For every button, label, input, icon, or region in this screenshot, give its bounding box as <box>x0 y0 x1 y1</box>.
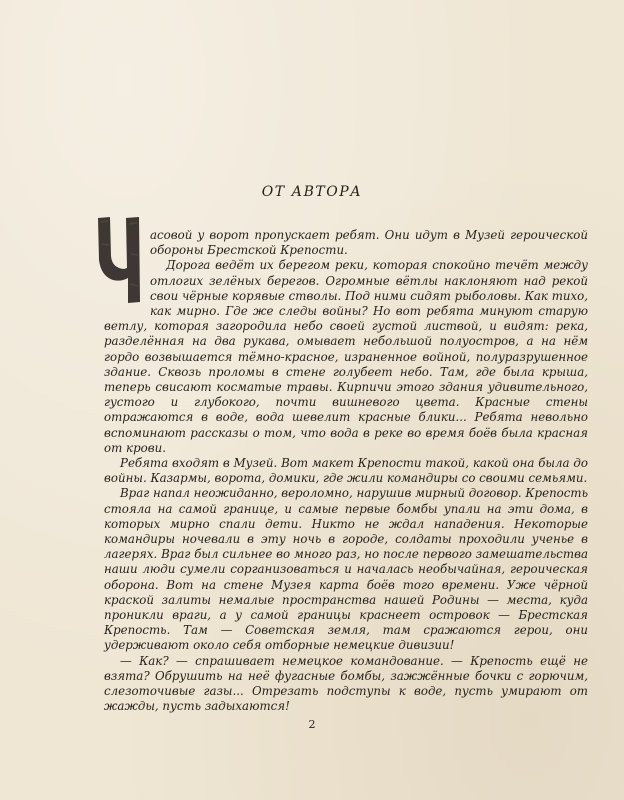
article-body <box>104 228 588 715</box>
paragraph: Ребята входят в Музей. Вот макет Крепости такой, какой она была до войны. Казармы, ворота, домики, где жили командиры со своими семьями. <box>104 456 588 486</box>
paragraph: асовой у ворот пропускает ребят. Они идут в Музей героической обороны Брестской Крепости. <box>150 228 588 258</box>
drop-cap-spacer <box>104 228 150 306</box>
page-number: 2 <box>308 718 316 731</box>
paragraph: Дорога ведёт их берегом реки, которая спокойно течёт между отлогих зелёных берегов. Огромные вётлы наклоняют над рекой свои чёрные корявые стволы. Под ними сидят рыболовы. Как тихо, как мирно. Где же следы войны? Но вот ребята минуют старую ветлу, которая загородила небо своей густой листвой, и видят: река, разделённая на два рукава, омывает небольшой полуостров, а на нём гордо возвышается тёмно-красное, израненное войной, полуразрушенное здание. Сквозь проломы в стене голубеет небо. Там, где была крыша, теперь свисают косматые травы. Кирпичи этого здания удивительного, густого и глубокого, почти вишневого цвета. Красные стены отражаются в воде, вода шевелит красные блики... Ребята невольно вспоминают рассказы о том, что вода в реке во время боёв была красная от крови. <box>104 258 588 455</box>
paragraph: — Как? — спрашивает немецкое командование. — Крепость ещё не взята? Обрушить на неё фугасные бомбы, зажжённые бочки с горючим, слезоточивые газы... Отрезать подступы к воде, пусть умирают от жажды, пусть задыхаются! <box>104 653 588 714</box>
page-title: ОТ АВТОРА <box>261 184 363 200</box>
paragraph: Враг напал неожиданно, вероломно, нарушив мирный договор. Крепость стояла на самой границе, и самые первые бомбы упали на эти дома, в которых мирно спали дети. Никто не ждал нападения. Некоторые командиры ночевали в эту ночь в городе, солдаты проходили ученье в лагерях. Враг был сильнее во много раз, но после первого замешательства наши люди сумели сорганизоваться и началась необычайная, героическая оборона. Вот на стене Музея карта боёв того времени. Уже чёрной краской залиты немалые пространства нашей Родины — места, куда проникли враги, а у самой границы краснеет островок — Брестская Крепость. Там — Советская земля, там сражаются герои, они удерживают около себя отборные немецкие дивизии! <box>104 486 588 653</box>
